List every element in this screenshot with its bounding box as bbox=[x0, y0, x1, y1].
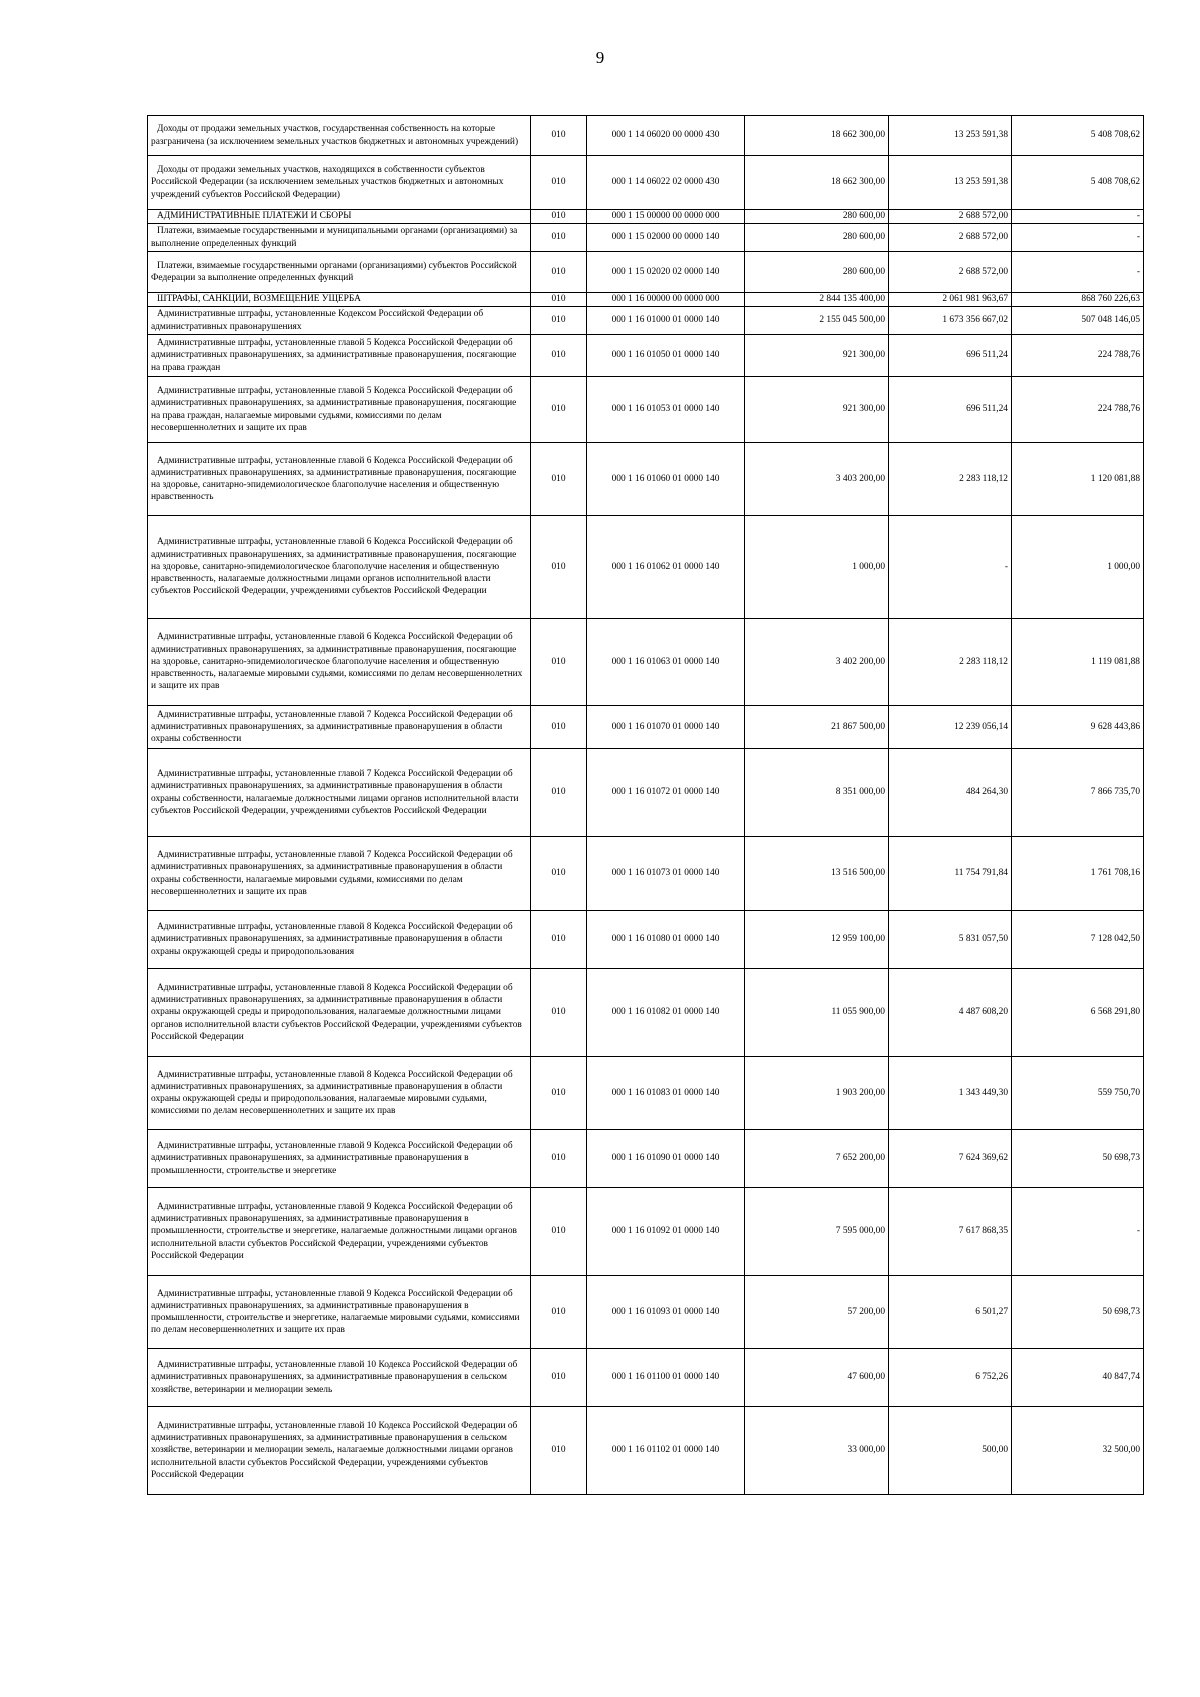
row-budget-code: 000 1 16 01050 01 0000 140 bbox=[587, 335, 745, 377]
revenue-table-body bbox=[148, 116, 1144, 1495]
table-row bbox=[148, 969, 1144, 1057]
row-name: Административные штрафы, установленные Кодексом Российской Федерации об административных правонарушениях bbox=[148, 307, 531, 335]
row-executed: 7 617 868,35 bbox=[889, 1188, 1012, 1276]
row-plan: 18 662 300,00 bbox=[745, 156, 889, 210]
row-line-code: 010 bbox=[531, 224, 587, 252]
row-name: Административные штрафы, установленные главой 10 Кодекса Российской Федерации об административных правонарушениях, за административные правонарушения в сельском хозяйстве, ветеринарии и мелиорации земель, налагаемые должностными лицами органов исполнительной власти субъектов Российской Федерации, учреждениями субъектов Российской Федерации bbox=[148, 1407, 531, 1495]
row-plan: 921 300,00 bbox=[745, 377, 889, 443]
table-row bbox=[148, 516, 1144, 619]
row-name: ШТРАФЫ, САНКЦИИ, ВОЗМЕЩЕНИЕ УЩЕРБА bbox=[148, 293, 531, 307]
row-plan: 2 155 045 500,00 bbox=[745, 307, 889, 335]
row-remaining: 224 788,76 bbox=[1012, 335, 1144, 377]
row-name: Административные штрафы, установленные главой 9 Кодекса Российской Федерации об административных правонарушениях, за административные правонарушения в промышленности, строительстве и энергетике, налагаемые мировыми судьями, комиссиями по делам несовершеннолетних и защите их прав bbox=[148, 1276, 531, 1349]
table-row bbox=[148, 156, 1144, 210]
row-name: Административные штрафы, установленные главой 5 Кодекса Российской Федерации об административных правонарушениях, за административные правонарушения, посягающие на права граждан, налагаемые мировыми судьями, комиссиями по делам несовершеннолетних и защите их прав bbox=[148, 377, 531, 443]
row-executed: 696 511,24 bbox=[889, 377, 1012, 443]
row-budget-code: 000 1 14 06022 02 0000 430 bbox=[587, 156, 745, 210]
row-name: Административные штрафы, установленные главой 7 Кодекса Российской Федерации об административных правонарушениях, за административные правонарушения в области охраны собственности, налагаемые должностными лицами органов исполнительной власти субъектов Российской Федерации, учреждениями субъектов Российской Федерации bbox=[148, 749, 531, 837]
row-remaining: 9 628 443,86 bbox=[1012, 706, 1144, 749]
row-line-code: 010 bbox=[531, 210, 587, 224]
row-plan: 1 903 200,00 bbox=[745, 1057, 889, 1130]
row-plan: 2 844 135 400,00 bbox=[745, 293, 889, 307]
row-remaining: 5 408 708,62 bbox=[1012, 156, 1144, 210]
row-plan: 7 595 000,00 bbox=[745, 1188, 889, 1276]
row-line-code: 010 bbox=[531, 156, 587, 210]
row-remaining: 50 698,73 bbox=[1012, 1276, 1144, 1349]
table-row bbox=[148, 443, 1144, 516]
row-executed: 484 264,30 bbox=[889, 749, 1012, 837]
row-plan: 18 662 300,00 bbox=[745, 116, 889, 156]
row-line-code: 010 bbox=[531, 911, 587, 969]
row-budget-code: 000 1 16 01092 01 0000 140 bbox=[587, 1188, 745, 1276]
table-row bbox=[148, 837, 1144, 911]
row-remaining: 1 761 708,16 bbox=[1012, 837, 1144, 911]
row-line-code: 010 bbox=[531, 377, 587, 443]
row-remaining: 50 698,73 bbox=[1012, 1130, 1144, 1188]
table-row bbox=[148, 335, 1144, 377]
row-line-code: 010 bbox=[531, 749, 587, 837]
row-budget-code: 000 1 16 01063 01 0000 140 bbox=[587, 619, 745, 706]
table-row bbox=[148, 307, 1144, 335]
table-row bbox=[148, 116, 1144, 156]
table-row bbox=[148, 224, 1144, 252]
row-plan: 12 959 100,00 bbox=[745, 911, 889, 969]
row-remaining: 5 408 708,62 bbox=[1012, 116, 1144, 156]
table-row bbox=[148, 749, 1144, 837]
row-line-code: 010 bbox=[531, 706, 587, 749]
row-remaining: 224 788,76 bbox=[1012, 377, 1144, 443]
row-executed: - bbox=[889, 516, 1012, 619]
row-remaining: 32 500,00 bbox=[1012, 1407, 1144, 1495]
row-line-code: 010 bbox=[531, 1057, 587, 1130]
row-executed: 2 688 572,00 bbox=[889, 210, 1012, 224]
table-row bbox=[148, 619, 1144, 706]
row-plan: 280 600,00 bbox=[745, 252, 889, 293]
row-name: Административные штрафы, установленные главой 7 Кодекса Российской Федерации об административных правонарушениях, за административные правонарушения в области охраны собственности, налагаемые мировыми судьями, комиссиями по делам несовершеннолетних и защите их прав bbox=[148, 837, 531, 911]
row-budget-code: 000 1 16 01082 01 0000 140 bbox=[587, 969, 745, 1057]
row-plan: 57 200,00 bbox=[745, 1276, 889, 1349]
row-budget-code: 000 1 16 01090 01 0000 140 bbox=[587, 1130, 745, 1188]
row-budget-code: 000 1 16 01000 01 0000 140 bbox=[587, 307, 745, 335]
row-budget-code: 000 1 16 01073 01 0000 140 bbox=[587, 837, 745, 911]
row-budget-code: 000 1 16 00000 00 0000 000 bbox=[587, 293, 745, 307]
row-executed: 4 487 608,20 bbox=[889, 969, 1012, 1057]
row-budget-code: 000 1 16 01080 01 0000 140 bbox=[587, 911, 745, 969]
row-executed: 2 688 572,00 bbox=[889, 252, 1012, 293]
row-name: Административные штрафы, установленные главой 7 Кодекса Российской Федерации об административных правонарушениях, за административные правонарушения в области охраны собственности bbox=[148, 706, 531, 749]
row-line-code: 010 bbox=[531, 969, 587, 1057]
row-executed: 2 061 981 963,67 bbox=[889, 293, 1012, 307]
row-line-code: 010 bbox=[531, 1349, 587, 1407]
row-budget-code: 000 1 14 06020 00 0000 430 bbox=[587, 116, 745, 156]
row-remaining: 1 119 081,88 bbox=[1012, 619, 1144, 706]
row-remaining: 7 128 042,50 bbox=[1012, 911, 1144, 969]
row-budget-code: 000 1 16 01072 01 0000 140 bbox=[587, 749, 745, 837]
row-line-code: 010 bbox=[531, 1407, 587, 1495]
row-executed: 12 239 056,14 bbox=[889, 706, 1012, 749]
row-executed: 11 754 791,84 bbox=[889, 837, 1012, 911]
row-budget-code: 000 1 16 01102 01 0000 140 bbox=[587, 1407, 745, 1495]
table-row bbox=[148, 1276, 1144, 1349]
row-budget-code: 000 1 16 01100 01 0000 140 bbox=[587, 1349, 745, 1407]
row-budget-code: 000 1 16 01053 01 0000 140 bbox=[587, 377, 745, 443]
row-remaining: - bbox=[1012, 224, 1144, 252]
row-plan: 3 403 200,00 bbox=[745, 443, 889, 516]
row-remaining: - bbox=[1012, 210, 1144, 224]
table-row bbox=[148, 1407, 1144, 1495]
row-budget-code: 000 1 16 01070 01 0000 140 bbox=[587, 706, 745, 749]
row-executed: 13 253 591,38 bbox=[889, 116, 1012, 156]
table-row bbox=[148, 1349, 1144, 1407]
row-line-code: 010 bbox=[531, 307, 587, 335]
row-remaining: - bbox=[1012, 1188, 1144, 1276]
row-executed: 6 501,27 bbox=[889, 1276, 1012, 1349]
row-executed: 2 283 118,12 bbox=[889, 619, 1012, 706]
table-row bbox=[148, 1188, 1144, 1276]
row-budget-code: 000 1 15 02020 02 0000 140 bbox=[587, 252, 745, 293]
row-line-code: 010 bbox=[531, 443, 587, 516]
row-plan: 21 867 500,00 bbox=[745, 706, 889, 749]
row-plan: 13 516 500,00 bbox=[745, 837, 889, 911]
row-plan: 1 000,00 bbox=[745, 516, 889, 619]
row-plan: 47 600,00 bbox=[745, 1349, 889, 1407]
row-plan: 11 055 900,00 bbox=[745, 969, 889, 1057]
row-remaining: 507 048 146,05 bbox=[1012, 307, 1144, 335]
row-name: Доходы от продажи земельных участков, государственная собственность на которые разграничена (за исключением земельных участков бюджетных и автономных учреждений) bbox=[148, 116, 531, 156]
row-name: Административные штрафы, установленные главой 8 Кодекса Российской Федерации об административных правонарушениях, за административные правонарушения в области охраны окружающей среды и природопользования, налагаемые должностными лицами органов исполнительной власти субъектов Российской Федерации, учреждениями субъектов Российской Федерации bbox=[148, 969, 531, 1057]
row-remaining: 1 120 081,88 bbox=[1012, 443, 1144, 516]
row-remaining: 868 760 226,63 bbox=[1012, 293, 1144, 307]
row-plan: 3 402 200,00 bbox=[745, 619, 889, 706]
row-budget-code: 000 1 16 01060 01 0000 140 bbox=[587, 443, 745, 516]
row-line-code: 010 bbox=[531, 335, 587, 377]
row-line-code: 010 bbox=[531, 1130, 587, 1188]
row-budget-code: 000 1 16 01093 01 0000 140 bbox=[587, 1276, 745, 1349]
row-name: Административные штрафы, установленные главой 6 Кодекса Российской Федерации об административных правонарушениях, за административные правонарушения, посягающие на здоровье, санитарно-эпидемиологическое благополучие населения и общественную нравственность, налагаемые мировыми судьями, комиссиями по делам несовершеннолетних и защите их прав bbox=[148, 619, 531, 706]
row-name: Административные штрафы, установленные главой 9 Кодекса Российской Федерации об административных правонарушениях, за административные правонарушения в промышленности, строительстве и энергетике, налагаемые должностными лицами органов исполнительной власти субъектов Российской Федерации, учреждениями субъектов Российской Федерации bbox=[148, 1188, 531, 1276]
table-row bbox=[148, 1130, 1144, 1188]
row-line-code: 010 bbox=[531, 293, 587, 307]
row-plan: 7 652 200,00 bbox=[745, 1130, 889, 1188]
row-executed: 2 688 572,00 bbox=[889, 224, 1012, 252]
row-name: Платежи, взимаемые государственными органами (организациями) субъектов Российской Федерации за выполнение определенных функций bbox=[148, 252, 531, 293]
row-line-code: 010 bbox=[531, 837, 587, 911]
row-budget-code: 000 1 16 01083 01 0000 140 bbox=[587, 1057, 745, 1130]
row-executed: 7 624 369,62 bbox=[889, 1130, 1012, 1188]
row-line-code: 010 bbox=[531, 1188, 587, 1276]
row-name: АДМИНИСТРАТИВНЫЕ ПЛАТЕЖИ И СБОРЫ bbox=[148, 210, 531, 224]
row-name: Административные штрафы, установленные главой 9 Кодекса Российской Федерации об административных правонарушениях, за административные правонарушения в промышленности, строительстве и энергетике bbox=[148, 1130, 531, 1188]
row-line-code: 010 bbox=[531, 516, 587, 619]
row-executed: 1 673 356 667,02 bbox=[889, 307, 1012, 335]
table-row bbox=[148, 293, 1144, 307]
row-remaining: 1 000,00 bbox=[1012, 516, 1144, 619]
table-row bbox=[148, 210, 1144, 224]
row-name: Доходы от продажи земельных участков, находящихся в собственности субъектов Российской Федерации (за исключением земельных участков бюджетных и автономных учреждений субъектов Российской Федерации) bbox=[148, 156, 531, 210]
row-line-code: 010 bbox=[531, 252, 587, 293]
row-executed: 13 253 591,38 bbox=[889, 156, 1012, 210]
row-executed: 2 283 118,12 bbox=[889, 443, 1012, 516]
row-plan: 921 300,00 bbox=[745, 335, 889, 377]
revenue-table bbox=[147, 115, 1144, 1495]
row-executed: 1 343 449,30 bbox=[889, 1057, 1012, 1130]
row-plan: 280 600,00 bbox=[745, 224, 889, 252]
row-remaining: 559 750,70 bbox=[1012, 1057, 1144, 1130]
table-row bbox=[148, 1057, 1144, 1130]
row-plan: 33 000,00 bbox=[745, 1407, 889, 1495]
row-name: Административные штрафы, установленные главой 8 Кодекса Российской Федерации об административных правонарушениях, за административные правонарушения в области охраны окружающей среды и природопользования bbox=[148, 911, 531, 969]
row-budget-code: 000 1 15 02000 00 0000 140 bbox=[587, 224, 745, 252]
table-row bbox=[148, 252, 1144, 293]
table-row bbox=[148, 706, 1144, 749]
row-executed: 6 752,26 bbox=[889, 1349, 1012, 1407]
row-remaining: 6 568 291,80 bbox=[1012, 969, 1144, 1057]
row-remaining: 7 866 735,70 bbox=[1012, 749, 1144, 837]
row-remaining: 40 847,74 bbox=[1012, 1349, 1144, 1407]
row-name: Административные штрафы, установленные главой 6 Кодекса Российской Федерации об административных правонарушениях, за административные правонарушения, посягающие на здоровье, санитарно-эпидемиологическое благополучие населения и общественную нравственность, налагаемые должностными лицами органов исполнительной власти субъектов Российской Федерации, учреждениями субъектов Российской Федерации bbox=[148, 516, 531, 619]
row-executed: 500,00 bbox=[889, 1407, 1012, 1495]
row-line-code: 010 bbox=[531, 116, 587, 156]
table-row bbox=[148, 377, 1144, 443]
row-name: Административные штрафы, установленные главой 6 Кодекса Российской Федерации об административных правонарушениях, за административные правонарушения, посягающие на здоровье, санитарно-эпидемиологическое благополучие населения и общественную нравственность bbox=[148, 443, 531, 516]
row-remaining: - bbox=[1012, 252, 1144, 293]
row-plan: 8 351 000,00 bbox=[745, 749, 889, 837]
row-plan: 280 600,00 bbox=[745, 210, 889, 224]
row-name: Платежи, взимаемые государственными и муниципальными органами (организациями) за выполнение определенных функций bbox=[148, 224, 531, 252]
page-number: 9 bbox=[595, 48, 605, 67]
row-line-code: 010 bbox=[531, 619, 587, 706]
row-name: Административные штрафы, установленные главой 5 Кодекса Российской Федерации об административных правонарушениях, за административные правонарушения, посягающие на права граждан bbox=[148, 335, 531, 377]
row-line-code: 010 bbox=[531, 1276, 587, 1349]
row-budget-code: 000 1 15 00000 00 0000 000 bbox=[587, 210, 745, 224]
row-name: Административные штрафы, установленные главой 10 Кодекса Российской Федерации об административных правонарушениях, за административные правонарушения в сельском хозяйстве, ветеринарии и мелиорации земель bbox=[148, 1349, 531, 1407]
table-row bbox=[148, 911, 1144, 969]
row-name: Административные штрафы, установленные главой 8 Кодекса Российской Федерации об административных правонарушениях, за административные правонарушения в области охраны окружающей среды и природопользования, налагаемые мировыми судьями, комиссиями по делам несовершеннолетних и защите их прав bbox=[148, 1057, 531, 1130]
row-executed: 696 511,24 bbox=[889, 335, 1012, 377]
row-executed: 5 831 057,50 bbox=[889, 911, 1012, 969]
row-budget-code: 000 1 16 01062 01 0000 140 bbox=[587, 516, 745, 619]
